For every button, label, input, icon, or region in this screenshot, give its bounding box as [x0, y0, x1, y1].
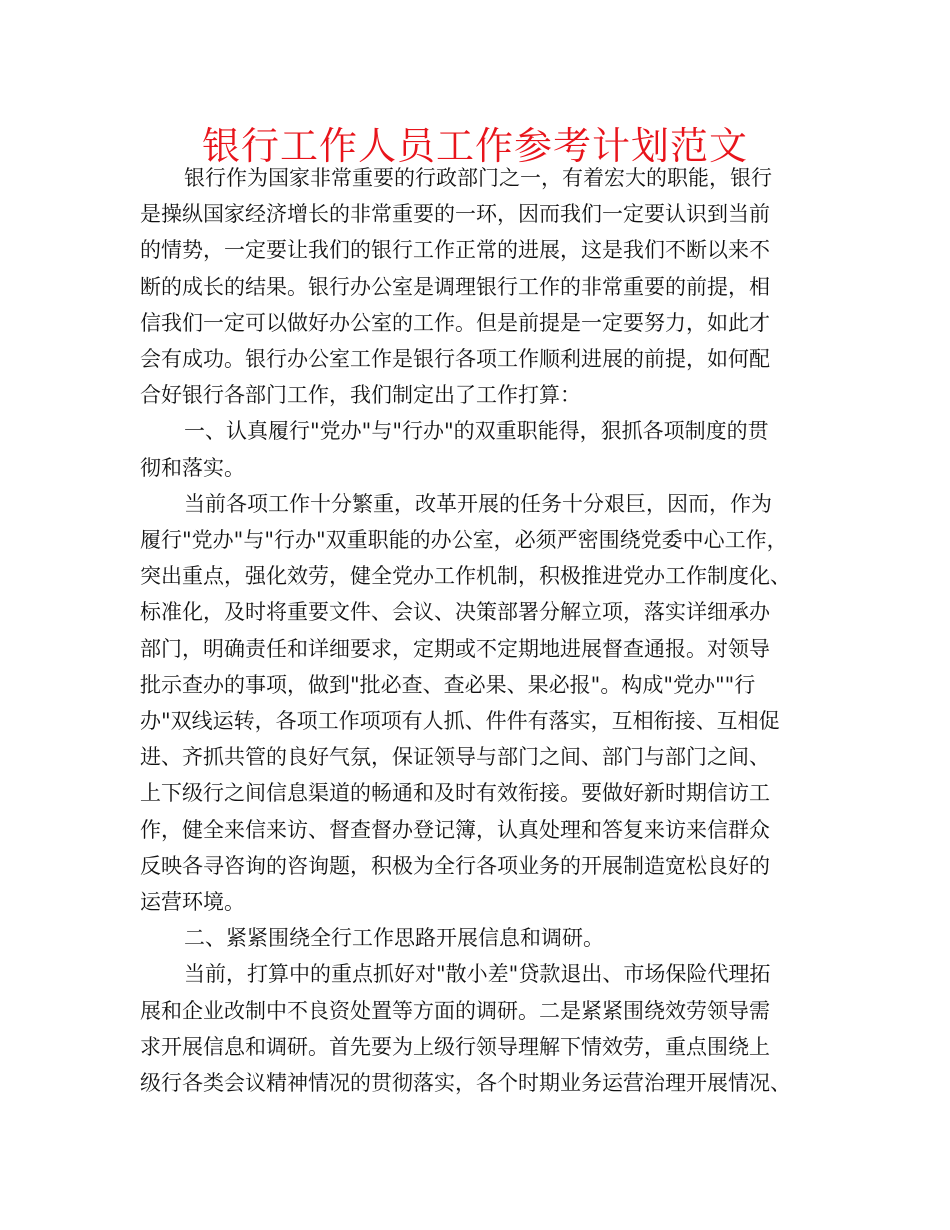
body-line: 运营环境。 [140, 890, 245, 914]
body-line: 是操纵国家经济增长的非常重要的一环，因而我们一定要认识到当前 [140, 202, 770, 227]
body-line: 办"双线运转，各项工作项项有人抓、件件有落实，互相衔接、互相促 [140, 709, 780, 733]
body-line: 批示查办的事项，做到"批必查、查必果、果必报"。构成"党办""行 [140, 672, 756, 697]
body-line: 部门，明确责任和详细要求，定期或不定期地进展督查通报。对领导 [140, 636, 770, 661]
body-line: 突出重点，强化效劳，健全党办工作机制，积极推进党办工作制度化、 [140, 564, 791, 589]
body-line: 银行作为国家非常重要的行政部门之一，有着宏大的职能，银行 [184, 166, 772, 190]
body-line: 合好银行各部门工作，我们制定出了工作打算： [140, 383, 581, 408]
body-line: 进、齐抓共管的良好气氛，保证领导与部门之间、部门与部门之间、 [140, 745, 770, 770]
body-line: 当前，打算中的重点抓好对"散小差"贷款退出、市场保险代理拓 [184, 962, 771, 987]
body-line: 反映各寻咨询的咨询题，积极为全行各项业务的开展制造宽松良好的 [140, 853, 770, 878]
body-line: 上下级行之间信息渠道的畅通和及时有效衔接。要做好新时期信访工 [140, 781, 770, 806]
body-line: 履行"党办"与"行办"双重职能的办公室，必须严密围绕党委中心工作， [140, 528, 788, 552]
body-line: 求开展信息和调研。首先要为上级行领导理解下情效劳，重点围绕上 [140, 1034, 770, 1059]
body-line: 彻和落实。 [140, 455, 245, 480]
document-title: 银行工作人员工作参考计划范文 [201, 124, 748, 168]
body-line: 当前各项工作十分繁重，改革开展的任务十分艰巨，因而，作为 [184, 491, 772, 516]
body-line: 会有成功。银行办公室工作是银行各项工作顺利进展的前提，如何配 [140, 347, 770, 371]
body-line: 一、认真履行"党办"与"行办"的双重职能得，狠抓各项制度的贯 [184, 419, 769, 444]
body-line: 的情势，一定要让我们的银行工作正常的进展，这是我们不断以来不 [140, 238, 770, 263]
body-line: 二、紧紧围绕全行工作思路开展信息和调研。 [184, 926, 604, 951]
body-line: 级行各类会议精神情况的贯彻落实，各个时期业务运营治理开展情况、 [140, 1071, 791, 1095]
body-line: 作，健全来信来访、督查督办登记簿，认真处理和答复来访来信群众 [140, 817, 770, 842]
body-line: 展和企业改制中不良资处置等方面的调研。二是紧紧围绕效劳领导需 [140, 998, 770, 1023]
body-line: 标准化，及时将重要文件、会议、决策部署分解立项，落实详细承办 [140, 600, 770, 625]
body-line: 信我们一定可以做好办公室的工作。但是前提是一定要努力，如此才 [140, 310, 770, 335]
body-line: 断的成长的结果。银行办公室是调理银行工作的非常重要的前提，相 [140, 274, 770, 299]
